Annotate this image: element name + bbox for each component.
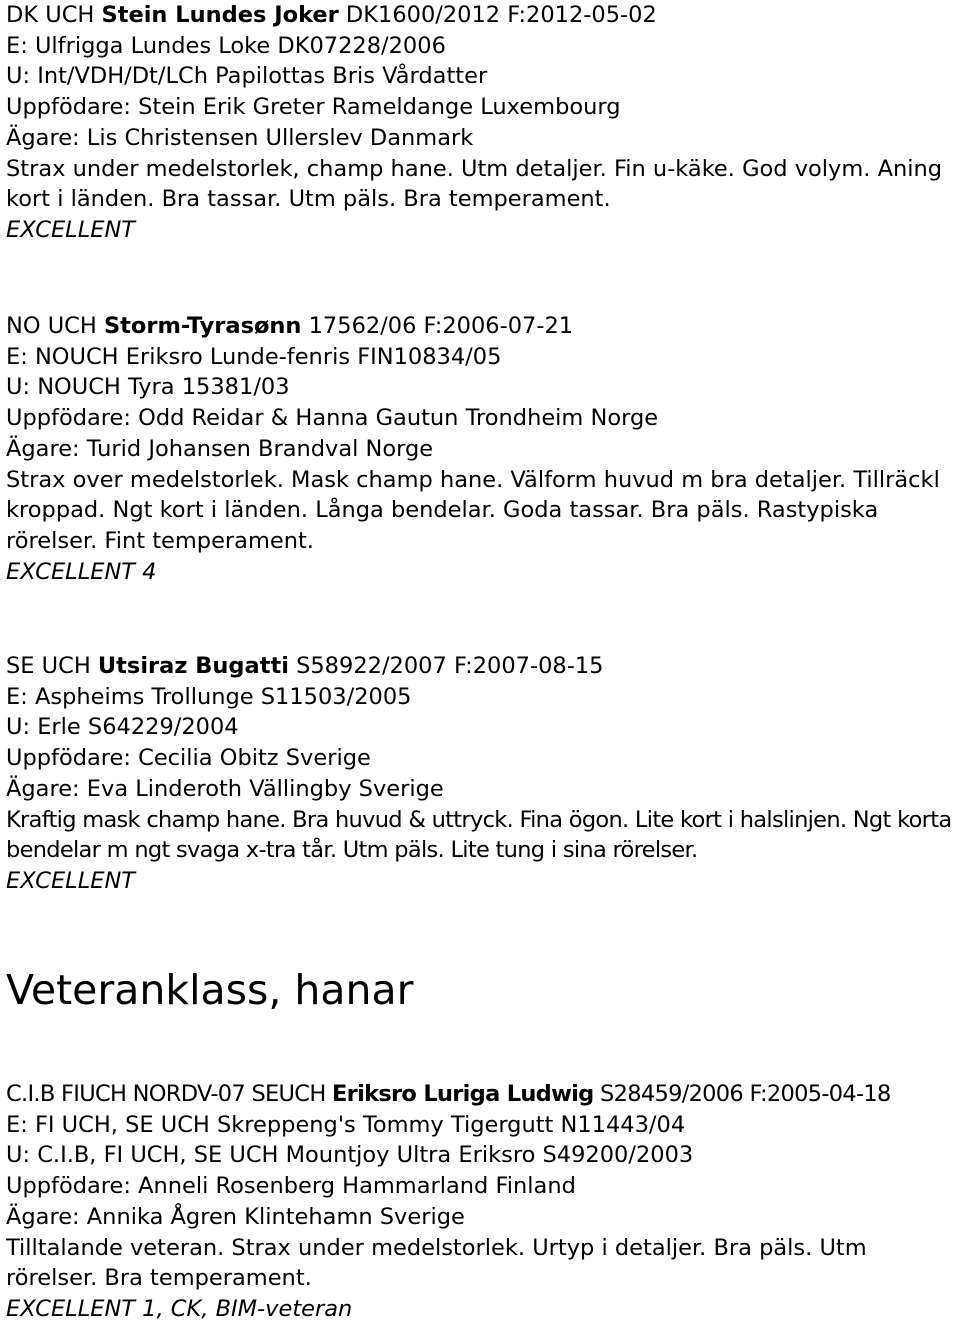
dog-name: Storm-Tyrasønn bbox=[103, 313, 302, 339]
critique-text: Strax over medelstorlek. Mask champ hane. Välform huvud m bra detaljer. Tillräckl kroppad. Ngt kort i länden. Långa bendelar. Goda tassar. Bra päls. Rastypiska rörelser. Fint temperament. bbox=[6, 466, 940, 554]
veteran-dog-entry bbox=[6, 1079, 958, 1325]
title-prefix: C.I.B FIUCH NORDV-07 SEUCH bbox=[6, 1081, 332, 1107]
registration-info: S58922/2007 F:2007-08-15 bbox=[288, 653, 604, 679]
father-line: E: Ulfrigga Lundes Loke DK07228/2006 bbox=[6, 32, 446, 59]
critique-text: Strax under medelstorlek, champ hane. Utm detaljer. Fin u-käke. God volym. Aning kort i länden. Bra tassar. Utm päls. Bra temperament. bbox=[6, 155, 943, 213]
owner-line: Ägare: Eva Linderoth Vällingby Sverige bbox=[6, 775, 444, 802]
grade-text: EXCELLENT bbox=[6, 216, 136, 243]
critique-text: Tilltalande veteran. Strax under medelstorlek. Urtyp i detaljer. Bra päls. Utm rörelser. Bra temperament. bbox=[6, 1234, 867, 1292]
mother-line: U: Int/VDH/Dt/LCh Papilottas Bris Vårdatter bbox=[6, 63, 488, 90]
dog-name: Stein Lundes Joker bbox=[101, 2, 339, 28]
owner-line: Ägare: Annika Ågren Klintehamn Sverige bbox=[6, 1203, 465, 1230]
breeder-line: Uppfödare: Cecilia Obitz Sverige bbox=[6, 745, 371, 772]
entry-title-line bbox=[6, 311, 951, 342]
mother-line: U: NOUCH Tyra 15381/03 bbox=[6, 374, 290, 401]
dog-entry bbox=[6, 311, 951, 587]
owner-line: Ägare: Turid Johansen Brandval Norge bbox=[6, 435, 434, 462]
father-line: E: FI UCH, SE UCH Skreppeng's Tommy Tigergutt N11443/04 bbox=[6, 1111, 686, 1138]
mother-line: U: Erle S64229/2004 bbox=[6, 714, 239, 741]
breeder-line: Uppfödare: Stein Erik Greter Rameldange Luxembourg bbox=[6, 94, 621, 121]
owner-line: Ägare: Lis Christensen Ullerslev Danmark bbox=[6, 124, 474, 151]
dog-name: Utsiraz Bugatti bbox=[97, 653, 289, 679]
entry-title-line bbox=[6, 1079, 958, 1110]
registration-info: S28459/2006 F:2005-04-18 bbox=[593, 1081, 891, 1107]
breeder-line: Uppfödare: Odd Reidar & Hanna Gautun Trondheim Norge bbox=[6, 405, 659, 432]
title-prefix: DK UCH bbox=[6, 2, 102, 28]
title-prefix: SE UCH bbox=[6, 653, 98, 679]
entry-title-line bbox=[6, 651, 956, 682]
entry-title-line bbox=[6, 0, 951, 31]
title-prefix: NO UCH bbox=[6, 313, 104, 339]
father-line: E: NOUCH Eriksro Lunde-fenris FIN10834/05 bbox=[6, 343, 502, 370]
grade-text: EXCELLENT 4 bbox=[6, 558, 157, 585]
mother-line: U: C.I.B, FI UCH, SE UCH Mountjoy Ultra Eriksro S49200/2003 bbox=[6, 1142, 694, 1169]
critique-text: Kraftig mask champ hane. Bra huvud & uttryck. Fina ögon. Lite kort i halslinjen. Ngt korta bendelar m ngt svaga x-tra tår. Utm päls. Lite tung i sina rörelser. bbox=[6, 806, 952, 864]
registration-info: DK1600/2012 F:2012-05-02 bbox=[338, 2, 657, 28]
section-heading: Veteranklass, hanar bbox=[6, 966, 414, 1014]
grade-text: EXCELLENT 1, CK, BIM-veteran bbox=[6, 1295, 353, 1322]
father-line: E: Aspheims Trollunge S11503/2005 bbox=[6, 683, 412, 710]
registration-info: 17562/06 F:2006-07-21 bbox=[301, 313, 574, 339]
dog-name: Eriksro Luriga Ludwig bbox=[332, 1081, 594, 1107]
grade-text: EXCELLENT bbox=[6, 867, 136, 894]
dog-entry bbox=[6, 0, 951, 246]
dog-entry bbox=[6, 651, 956, 897]
breeder-line: Uppfödare: Anneli Rosenberg Hammarland Finland bbox=[6, 1173, 576, 1200]
